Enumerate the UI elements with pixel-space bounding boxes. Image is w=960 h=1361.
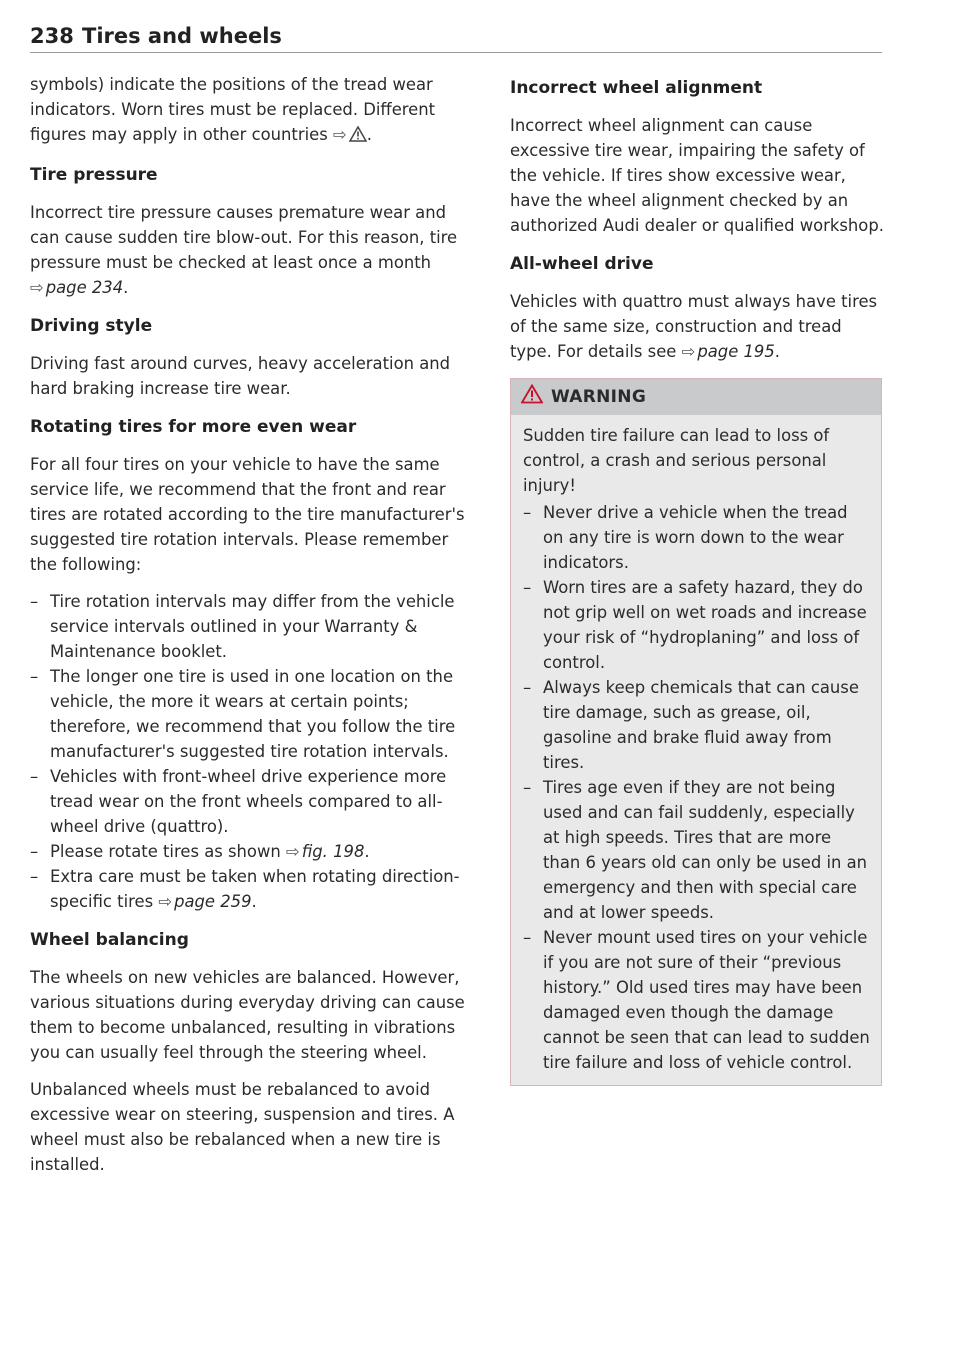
warning-triangle-icon [521, 384, 543, 411]
awd-text: Vehicles with quattro must always have tires of the same size, construction and tread type. For details see [510, 292, 878, 361]
warning-triangle-icon [349, 124, 367, 149]
header-divider [30, 52, 882, 53]
intro-text: symbols) indicate the positions of the tread wear indicators. Worn tires must be replaced. Different figures may apply in other countries [30, 75, 436, 144]
rotating-list [30, 589, 470, 914]
warning-list [523, 500, 871, 1075]
wheel-balancing-para1: The wheels on new vehicles are balanced. However, various situations during everyday driving can cause them to become unbalanced, resulting in vibrations you can usually feel through the steering wheel. [30, 968, 465, 1062]
item4-text: Please rotate tires as shown [50, 842, 281, 861]
page-259-link[interactable]: page 259 [174, 892, 252, 911]
tire-pressure-text: Incorrect tire pressure causes premature wear and can cause sudden tire blow-out. For this reason, tire pressure must be checked at least once a month [30, 203, 458, 272]
page-header [30, 24, 882, 52]
left-column [30, 72, 470, 1189]
awd-paragraph [510, 289, 885, 364]
list-item: – Worn tires are a safety hazard, they do not grip well on wet roads and increase your risk of “hydroplaning” and loss of control. [523, 575, 871, 675]
awd-end: . [774, 342, 780, 361]
tire-pressure-heading: Tire pressure [30, 165, 158, 185]
list-item: – Vehicles with front-wheel drive experience more tread wear on the front wheels compared to all-wheel drive (quattro). [30, 764, 470, 839]
warning-body [511, 415, 881, 1085]
arrow-right-icon: ⇨ [681, 342, 696, 361]
rotating-heading: Rotating tires for more even wear [30, 417, 357, 437]
arrow-right-icon: ⇨ [158, 892, 173, 911]
alignment-text: Incorrect wheel alignment can cause excessive tire wear, impairing the safety of the vehicle. If tires show excessive wear, have the wheel alignment checked by an authorized Audi dealer or qualified workshop. [510, 116, 884, 235]
wheel-balancing-heading: Wheel balancing [30, 930, 189, 950]
page-234-link[interactable]: page 234 [45, 278, 124, 297]
section-title: Tires and wheels [82, 24, 282, 48]
intro-paragraph [30, 72, 470, 149]
list-item: – The longer one tire is used in one location on the vehicle, the more it wears at certain points; therefore, we recommend that you follow the tire manufacturer's suggested tire rotation intervals. [30, 664, 470, 764]
list-item: – Always keep chemicals that can cause tire damage, such as grease, oil, gasoline and brake fluid away from tires. [523, 675, 871, 775]
list-item [30, 839, 470, 864]
intro-end: . [366, 125, 372, 144]
driving-style-text: Driving fast around curves, heavy acceleration and hard braking increase tire wear. [30, 354, 451, 398]
driving-style-heading: Driving style [30, 316, 153, 336]
list-item: – Tires age even if they are not being used and can fail suddenly, especially at high speeds. Tires that are more than 6 years old can only be used in an emergency and then with special care and at lower speeds. [523, 775, 871, 925]
item5-text: Extra care must be taken when rotating direction-specific tires [50, 867, 460, 911]
item4-end: . [364, 842, 370, 861]
warning-title: WARNING [551, 386, 647, 407]
wheel-balancing-para2: Unbalanced wheels must be rebalanced to avoid excessive wear on steering, suspension and tires. A wheel must also be rebalanced when a new tire is installed. [30, 1080, 455, 1174]
awd-heading: All-wheel drive [510, 254, 654, 274]
tire-pressure-paragraph [30, 200, 470, 300]
page-195-link[interactable]: page 195 [697, 342, 775, 361]
list-item: – Never mount used tires on your vehicle if you are not sure of their “previous history.” Old used tires may have been damaged even though the damage cannot be seen that can lead to sudden tire failure and loss of vehicle control. [523, 925, 871, 1075]
list-item [30, 864, 470, 914]
arrow-right-icon: ⇨ [332, 125, 347, 144]
warning-header [511, 379, 881, 415]
alignment-heading: Incorrect wheel alignment [510, 78, 763, 98]
page-number: 238 [30, 24, 74, 48]
fig-198-link[interactable]: fig. 198 [301, 842, 365, 861]
right-column [510, 72, 885, 1086]
item5-end: . [251, 892, 257, 911]
tire-pressure-end: . [123, 278, 129, 297]
list-item: – Never drive a vehicle when the tread on any tire is worn down to the wear indicators. [523, 500, 871, 575]
arrow-right-icon: ⇨ [30, 278, 44, 297]
list-item: – Tire rotation intervals may differ from the vehicle service intervals outlined in your Warranty & Maintenance booklet. [30, 589, 470, 664]
rotating-text: For all four tires on your vehicle to have the same service life, we recommend that the front and rear tires are rotated according to the tire manufacturer's suggested tire rotation intervals. Please remember the following: [30, 455, 465, 574]
arrow-right-icon: ⇨ [285, 842, 300, 861]
warning-intro: Sudden tire failure can lead to loss of control, a crash and serious personal injury! [523, 426, 830, 495]
warning-box [510, 378, 882, 1086]
